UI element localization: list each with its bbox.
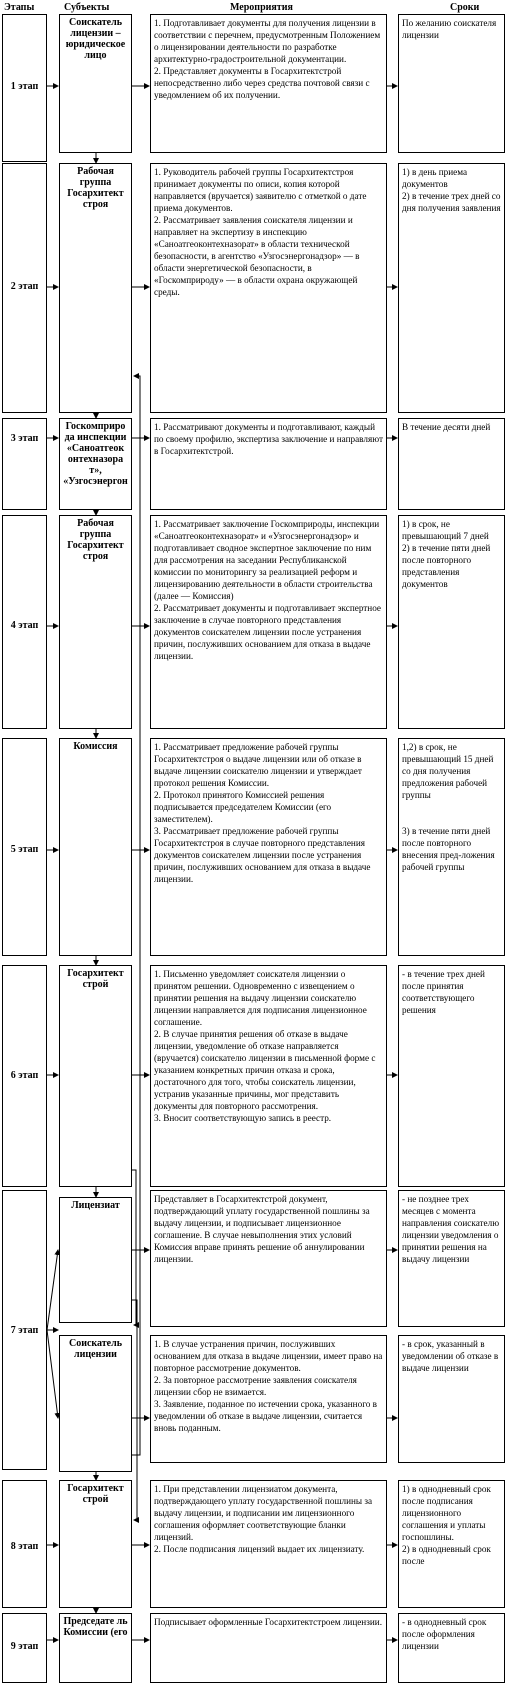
term-box: 1,2) в срок, не превышающий 15 дней со дня получения предложения рабочей группы 3) в течение пяти дней после повторного внесения пред-ложения рабочей группы — [398, 738, 505, 956]
subject-box: Госархитект строй — [59, 1480, 132, 1608]
stage-label: 1 этап — [10, 81, 39, 92]
stage-box-9 — [2, 1613, 47, 1683]
term-box: 1) в день приема документов 2) в течение трех дней со дня получения заявления — [398, 163, 505, 413]
stage-label: 5 этап — [10, 844, 39, 855]
activity-box: 1. Рассматривает заключение Госкомприроды, инспекции «Саноатгеоконтехназорат» и «Узгосэнергонадзор» и подготавливает сводное экспертное заключение по ним для рассмотрения на заседании Республиканской комиссии по мониторингу за реализацией реформ и лицензированию деятельности в области строительства (далее — Комиссия) 2. Рассматривает документы и подготавливает экспертное заключение в случае повторного представления документов соискателем лицензии после устранения причин, послуживших основанием для отказа в выдаче лицензии. — [150, 515, 387, 729]
stage-label: 8 этап — [10, 1541, 39, 1552]
subject-box: Соискатель лицензии — [59, 1335, 132, 1472]
activity-box: Подписывает оформленные Госархитектстроем лицензии. — [150, 1613, 387, 1683]
term-box: - не позднее трех месяцев с момента направления соискателю лицензии уведомления о принятии решения на выдачу лицензии — [398, 1190, 505, 1327]
header-stages: Этапы — [4, 2, 35, 13]
activity-box: 1. При представлении лицензиатом документа, подтверждающего уплату государственной пошлины за выдачу лицензии, и подписании им лицензионного соглашения оформляет соответствующие бланки лицензий. 2. После подписания лицензий выдает их лицензиату. — [150, 1480, 387, 1608]
stage-box-5 — [2, 738, 47, 956]
stage-box-4 — [2, 515, 47, 729]
activity-box: 1. Письменно уведомляет соискателя лицензии о принятом решении. Одновременно с извещением о принятии решения на выдачу лицензии соискателю лицензии направляется для подписания лицензионное соглашение. 2. В случае принятия решения об отказе в выдаче лицензии, уведомление об отказе направляется (вручается) соискателю лицензии в письменной форме с указанием конкретных причин отказа и срока, достаточного для того, чтобы соискатель лицензии, устранив указанные причины, мог представить документы для повторного рассмотрения. 3. Вносит соответствующую запись в реестр. — [150, 965, 387, 1187]
subject-box: Комиссия — [59, 738, 132, 956]
subject-box: Госкомприро да инспекции «Саноатгеок онтехназора т», «Узгосэнергон — [59, 418, 132, 510]
stage-label: 7 этап — [10, 1325, 39, 1336]
stage-label: 4 этап — [10, 620, 39, 631]
stage-box-2 — [2, 163, 47, 413]
activity-box: 1. Подготавливает документы для получения лицензии в соответствии с перечнем, предусмотренным Положением о лицензировании деятельности по разработке архитектурно-градостроительной документации. 2. Представляет документы в Госархитектстрой непосредственно либо через средства почтовой связи с уведомлением об их получении. — [150, 14, 387, 153]
subject-box: Председате ль Комиссии (его — [59, 1613, 132, 1683]
subject-box: Лицензиат — [59, 1197, 132, 1323]
stage-box-8 — [2, 1480, 47, 1608]
term-box: В течение десяти дней — [398, 418, 505, 510]
term-box: 1) в срок, не превышающий 7 дней 2) в течение пяти дней после повторного представления документов — [398, 515, 505, 729]
subject-box: Рабочая группа Госархитект строя — [59, 163, 132, 413]
header-terms: Сроки — [450, 2, 480, 13]
activity-box: 1. В случае устранения причин, послуживших основанием для отказа в выдаче лицензии, имеет право на повторное рассмотрение документов. 2. За повторное рассмотрение заявления соискателя лицензии сбор не взимается. 3. Заявление, поданное по истечении срока, указанного в уведомлении об отказе в выдаче лицензии, считается вновь поданным. — [150, 1335, 387, 1463]
header-subjects: Субъекты — [64, 2, 110, 13]
term-box: По желанию соискателя лицензии — [398, 14, 505, 153]
activity-box: 1. Рассматривает предложение рабочей группы Госархитектстроя о выдаче лицензии или об отказе в выдаче лицензии соискателю лицензии и утверждает протокол решения Комиссии. 2. Протокол принятого Комиссией решения подписывается председателем Комиссии (его заместителем). 3. Рассматривает предложение рабочей группы Госархитектстроя в случае повторного представления документов соискателем лицензии после устранения причин, послуживших основанием для отказа в выдаче лицензии. — [150, 738, 387, 956]
term-box: 1) в однодневный срок после подписания лицензионного соглашения и уплаты госпошлины. 2) в однодневный срок после — [398, 1480, 505, 1608]
stage-label: 6 этап — [10, 1070, 39, 1081]
stage-label: 2 этап — [10, 281, 39, 292]
term-box: - в течение трех дней после принятия соответствующего решения — [398, 965, 505, 1187]
stage-label: 9 этап — [10, 1641, 39, 1652]
activity-box: 1. Рассматривают документы и подготавливают, каждый по своему профилю, экспертиза заключение и направляют в Госархитектстрой. — [150, 418, 387, 510]
header-activities: Мероприятия — [230, 2, 293, 13]
subject-box: Рабочая группа Госархитект строя — [59, 515, 132, 729]
activity-box: 1. Руководитель рабочей группы Госархитектстроя принимает документы по описи, копия которой направляется (вручается) заявителю с отметкой о дате приема документов. 2. Рассматривает заявления соискателя лицензии и направляет на экспертизу в инспекцию «Саноатгеоконтехназорат» в области технической безопасности, в агентство «Узгосэнергонадзор» — в области энергетической безопасности, в «Госкомприроду» — в области охрана окружающей среды. — [150, 163, 387, 413]
term-box: - в однодневный срок после оформления лицензии — [398, 1613, 505, 1683]
term-box: - в срок, указанный в уведомлении об отказе в выдаче лицензии — [398, 1335, 505, 1463]
subject-box: Госархитект строй — [59, 965, 132, 1187]
stage-label: 3 этап — [10, 433, 39, 444]
activity-box: Представляет в Госархитектстрой документ, подтверждающий уплату государственной пошлины за выдачу лицензии, и подписывает лицензионное соглашение. В случае невыполнения этих условий Комиссия вправе принять решение об аннулировании лицензии. — [150, 1190, 387, 1327]
stage-box-1 — [2, 14, 47, 162]
stage-box-6 — [2, 965, 47, 1187]
stage-box-7 — [2, 1190, 47, 1470]
stage-box-3 — [2, 418, 47, 510]
subject-box: Соискатель лицензии – юридическое лицо — [59, 14, 132, 153]
